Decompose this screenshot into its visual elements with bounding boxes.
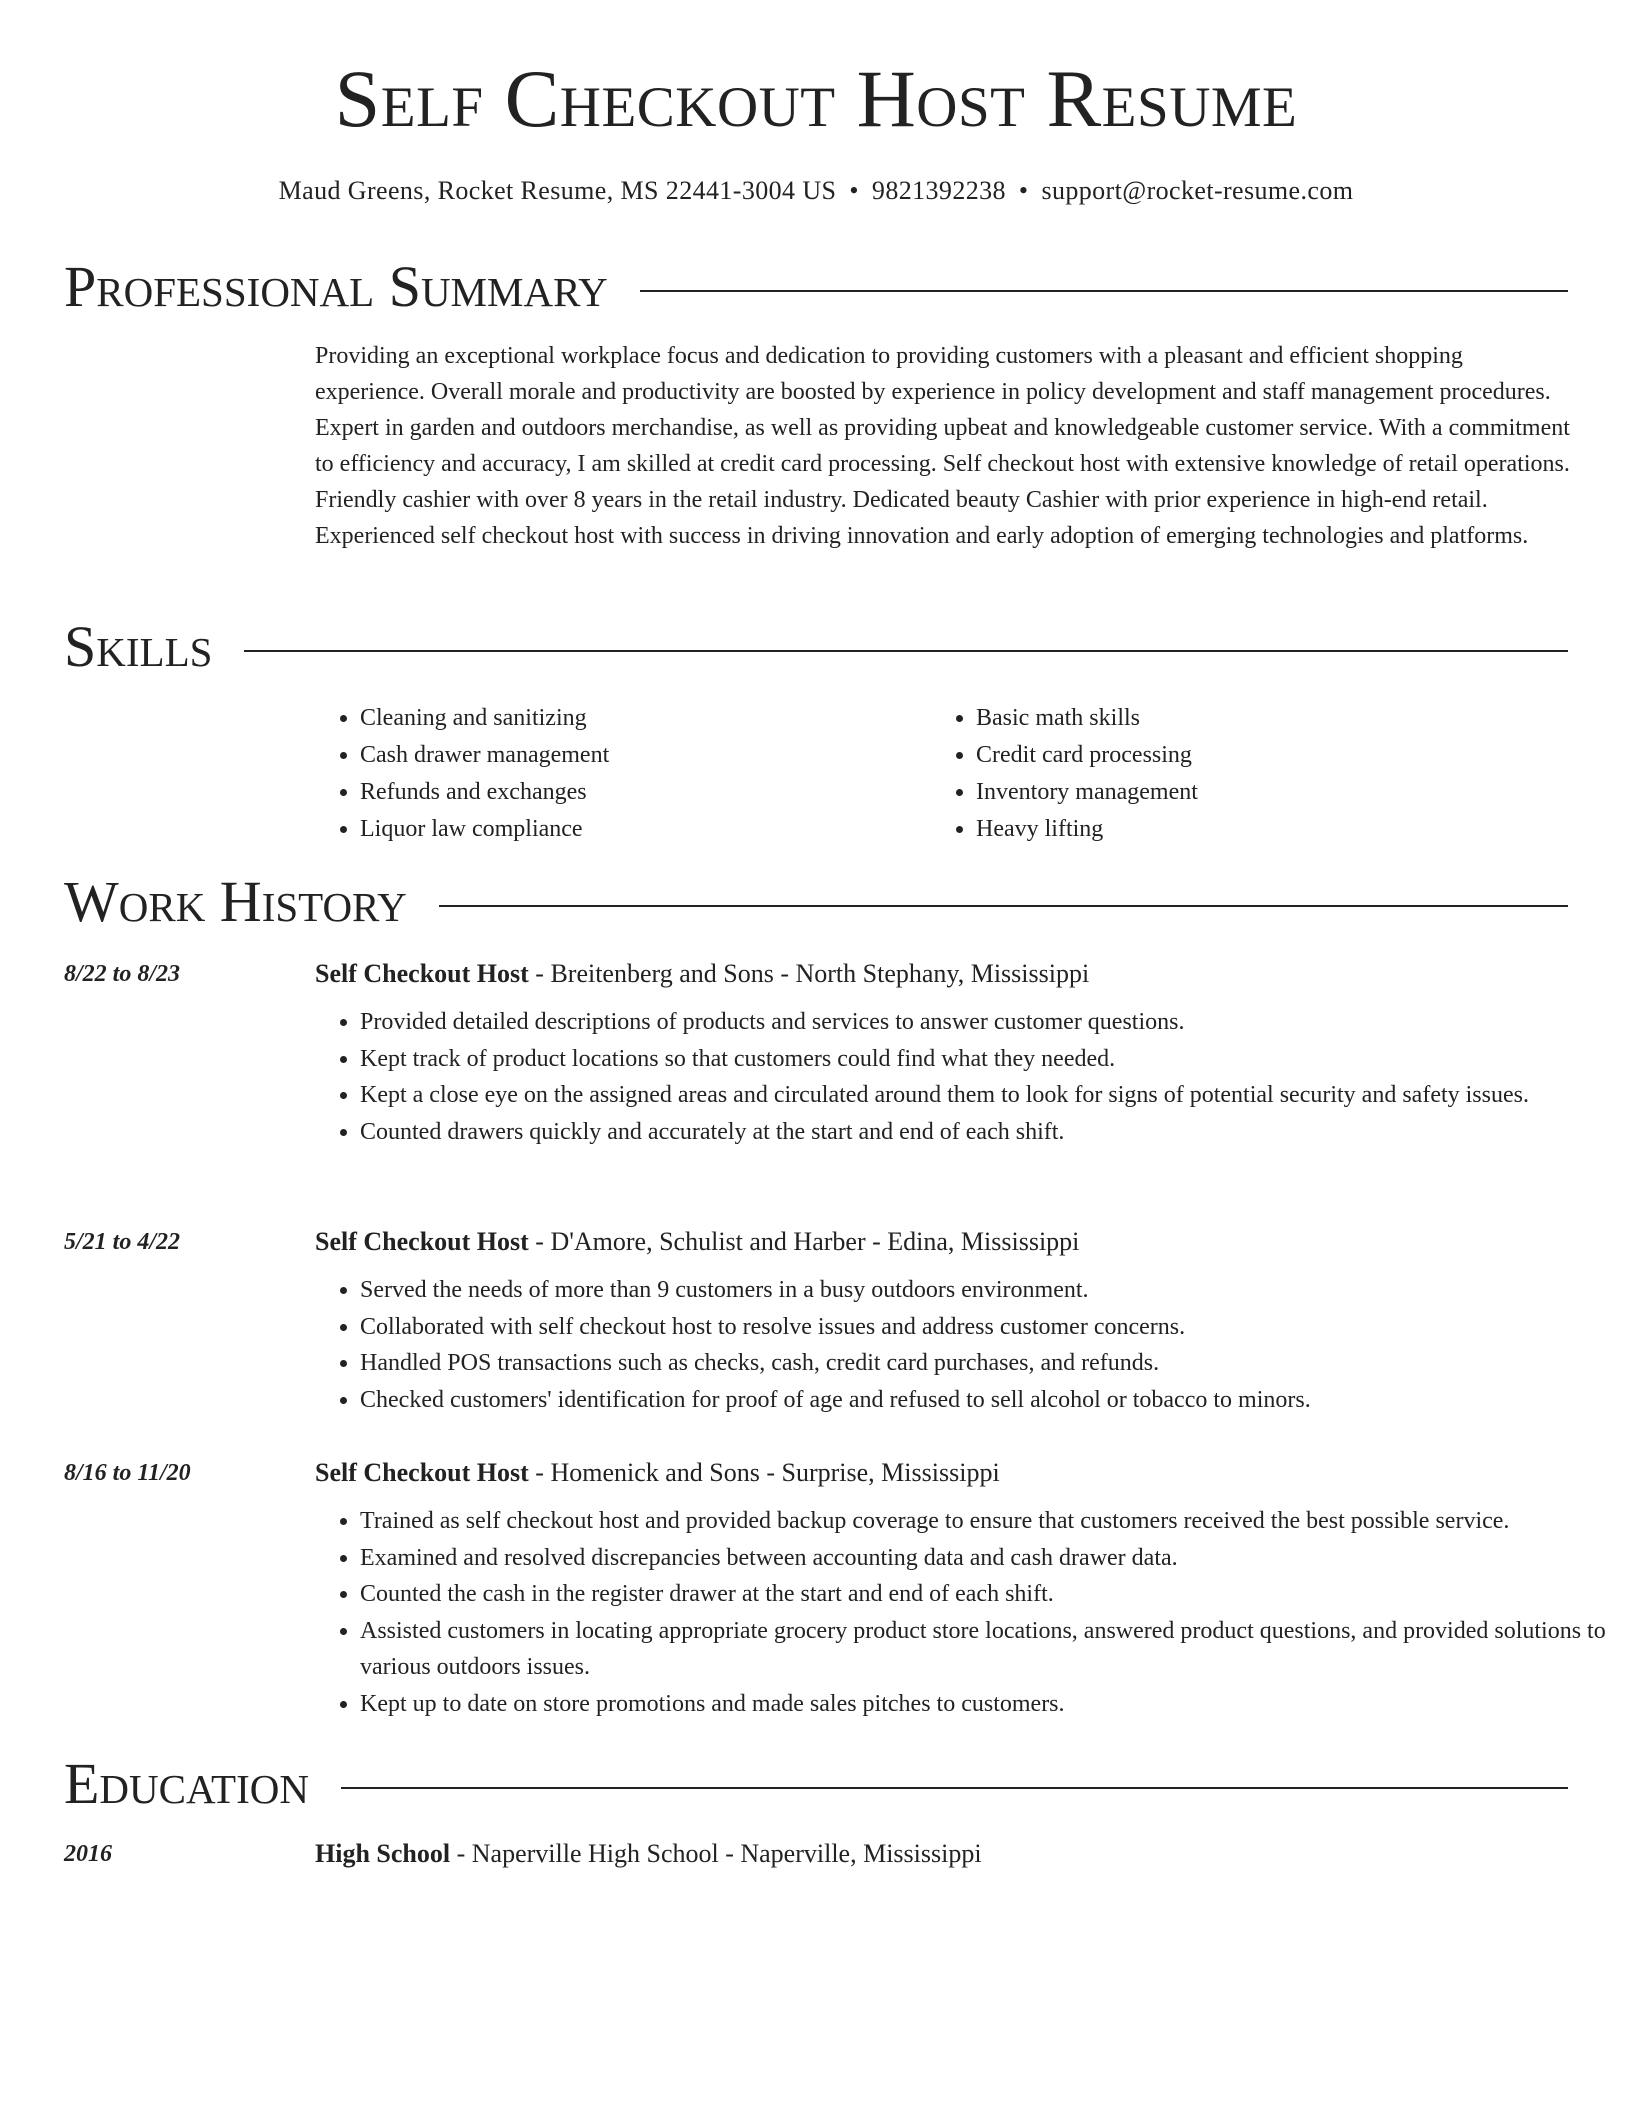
skill-item: • Inventory management <box>976 774 1198 811</box>
work-section-header <box>64 869 1568 934</box>
education-heading: Education <box>64 1751 309 1816</box>
job-duty: • Examined and resolved discrepancies between accounting data and cash drawer data. <box>360 1540 1610 1577</box>
job-title: Self Checkout Host <box>315 959 529 988</box>
education-heading-line <box>315 1838 1575 1870</box>
job-employer: - Breitenberg and Sons - North Stephany, Mississippi <box>528 959 1090 988</box>
job-employer: - D'Amore, Schulist and Harber - Edina, Mississippi <box>528 1227 1080 1256</box>
job-heading <box>315 1457 1575 1489</box>
skills-heading: Skills <box>64 614 213 679</box>
skill-item: • Cash drawer management <box>360 737 609 774</box>
skill-item: • Heavy lifting <box>976 811 1198 848</box>
job-duty: • Kept up to date on store promotions and made sales pitches to customers. <box>360 1686 1610 1723</box>
job-employer: - Homenick and Sons - Surprise, Mississippi <box>528 1458 1000 1487</box>
skill-item: • Refunds and exchanges <box>360 774 609 811</box>
summary-heading: Professional Summary <box>64 254 608 319</box>
job-duty: • Counted the cash in the register drawer at the start and end of each shift. <box>360 1576 1610 1613</box>
job-duty: • Assisted customers in locating appropriate grocery product store locations, answered product questions, and provided solutions to various outdoors issues. <box>360 1613 1610 1686</box>
contact-address: Maud Greens, Rocket Resume, MS 22441-3004 US <box>278 176 837 205</box>
job-duty: • Handled POS transactions such as checks, cash, credit card purchases, and refunds. <box>360 1345 1610 1382</box>
job-duty: • Provided detailed descriptions of products and services to answer customer questions. <box>360 1004 1610 1041</box>
job-duty: • Counted drawers quickly and accurately at the start and end of each shift. <box>360 1114 1610 1151</box>
education-section-header <box>64 1751 1568 1816</box>
contact-separator: • <box>849 176 859 205</box>
skill-item: • Credit card processing <box>976 737 1198 774</box>
job-duties <box>315 1272 1610 1418</box>
summary-section-header <box>64 254 1568 319</box>
job-date: 5/21 to 4/22 <box>64 1229 181 1255</box>
job-duties <box>315 1004 1610 1150</box>
skills-section-header <box>64 614 1568 679</box>
job-date: 8/22 to 8/23 <box>64 961 181 987</box>
contact-line <box>0 176 1632 206</box>
job-duty: • Served the needs of more than 9 customers in a busy outdoors environment. <box>360 1272 1610 1309</box>
contact-phone: 9821392238 <box>871 176 1006 205</box>
job-heading <box>315 958 1575 990</box>
education-date: 2016 <box>64 1841 112 1867</box>
job-date: 8/16 to 11/20 <box>64 1460 191 1486</box>
job-duty: • Checked customers' identification for proof of age and refused to sell alcohol or tobacco to minors. <box>360 1382 1610 1419</box>
contact-separator: • <box>1018 176 1029 205</box>
skills-list-left <box>315 700 609 848</box>
summary-text: Providing an exceptional workplace focus and dedication to providing customers with a pleasant and efficient shopping experience. Overall morale and productivity are boosted by experience in policy development and staff management procedures. Expert in garden and outdoors merchandise, as well as providing upbeat and knowledgeable customer service. With a commitment to efficiency and accuracy, I am skilled at credit card processing. Self checkout host with extensive knowledge of retail operations. Friendly cashier with over 8 years in the retail industry. Dedicated beauty Cashier with prior experience in high-end retail. Experienced self checkout host with success in driving innovation and early adoption of emerging technologies and platforms. <box>315 343 1570 549</box>
skills-list-right <box>931 700 1198 848</box>
section-divider <box>244 650 1568 652</box>
education-degree: High School <box>315 1839 451 1868</box>
job-duties <box>315 1503 1610 1722</box>
job-duty: • Collaborated with self checkout host to resolve issues and address customer concerns. <box>360 1309 1610 1346</box>
section-divider <box>640 290 1568 292</box>
job-title: Self Checkout Host <box>315 1458 529 1487</box>
job-duty: • Trained as self checkout host and provided backup coverage to ensure that customers received the best possible service. <box>360 1503 1610 1540</box>
skill-item: • Cleaning and sanitizing <box>360 700 609 737</box>
resume-title: Self Checkout Host Resume <box>334 53 1298 144</box>
job-title: Self Checkout Host <box>315 1227 529 1256</box>
job-heading <box>315 1226 1575 1258</box>
job-duty: • Kept track of product locations so that customers could find what they needed. <box>360 1041 1610 1078</box>
section-divider <box>439 905 1568 907</box>
skill-item: • Liquor law compliance <box>360 811 609 848</box>
job-duty: • Kept a close eye on the assigned areas and circulated around them to look for signs of potential security and safety issues. <box>360 1077 1610 1114</box>
education-school: - Naperville High School - Naperville, Mississippi <box>450 1839 982 1868</box>
skill-item: • Basic math skills <box>976 700 1198 737</box>
contact-email: support@rocket-resume.com <box>1041 176 1354 205</box>
section-divider <box>341 1787 1568 1789</box>
work-heading: Work History <box>64 869 407 934</box>
